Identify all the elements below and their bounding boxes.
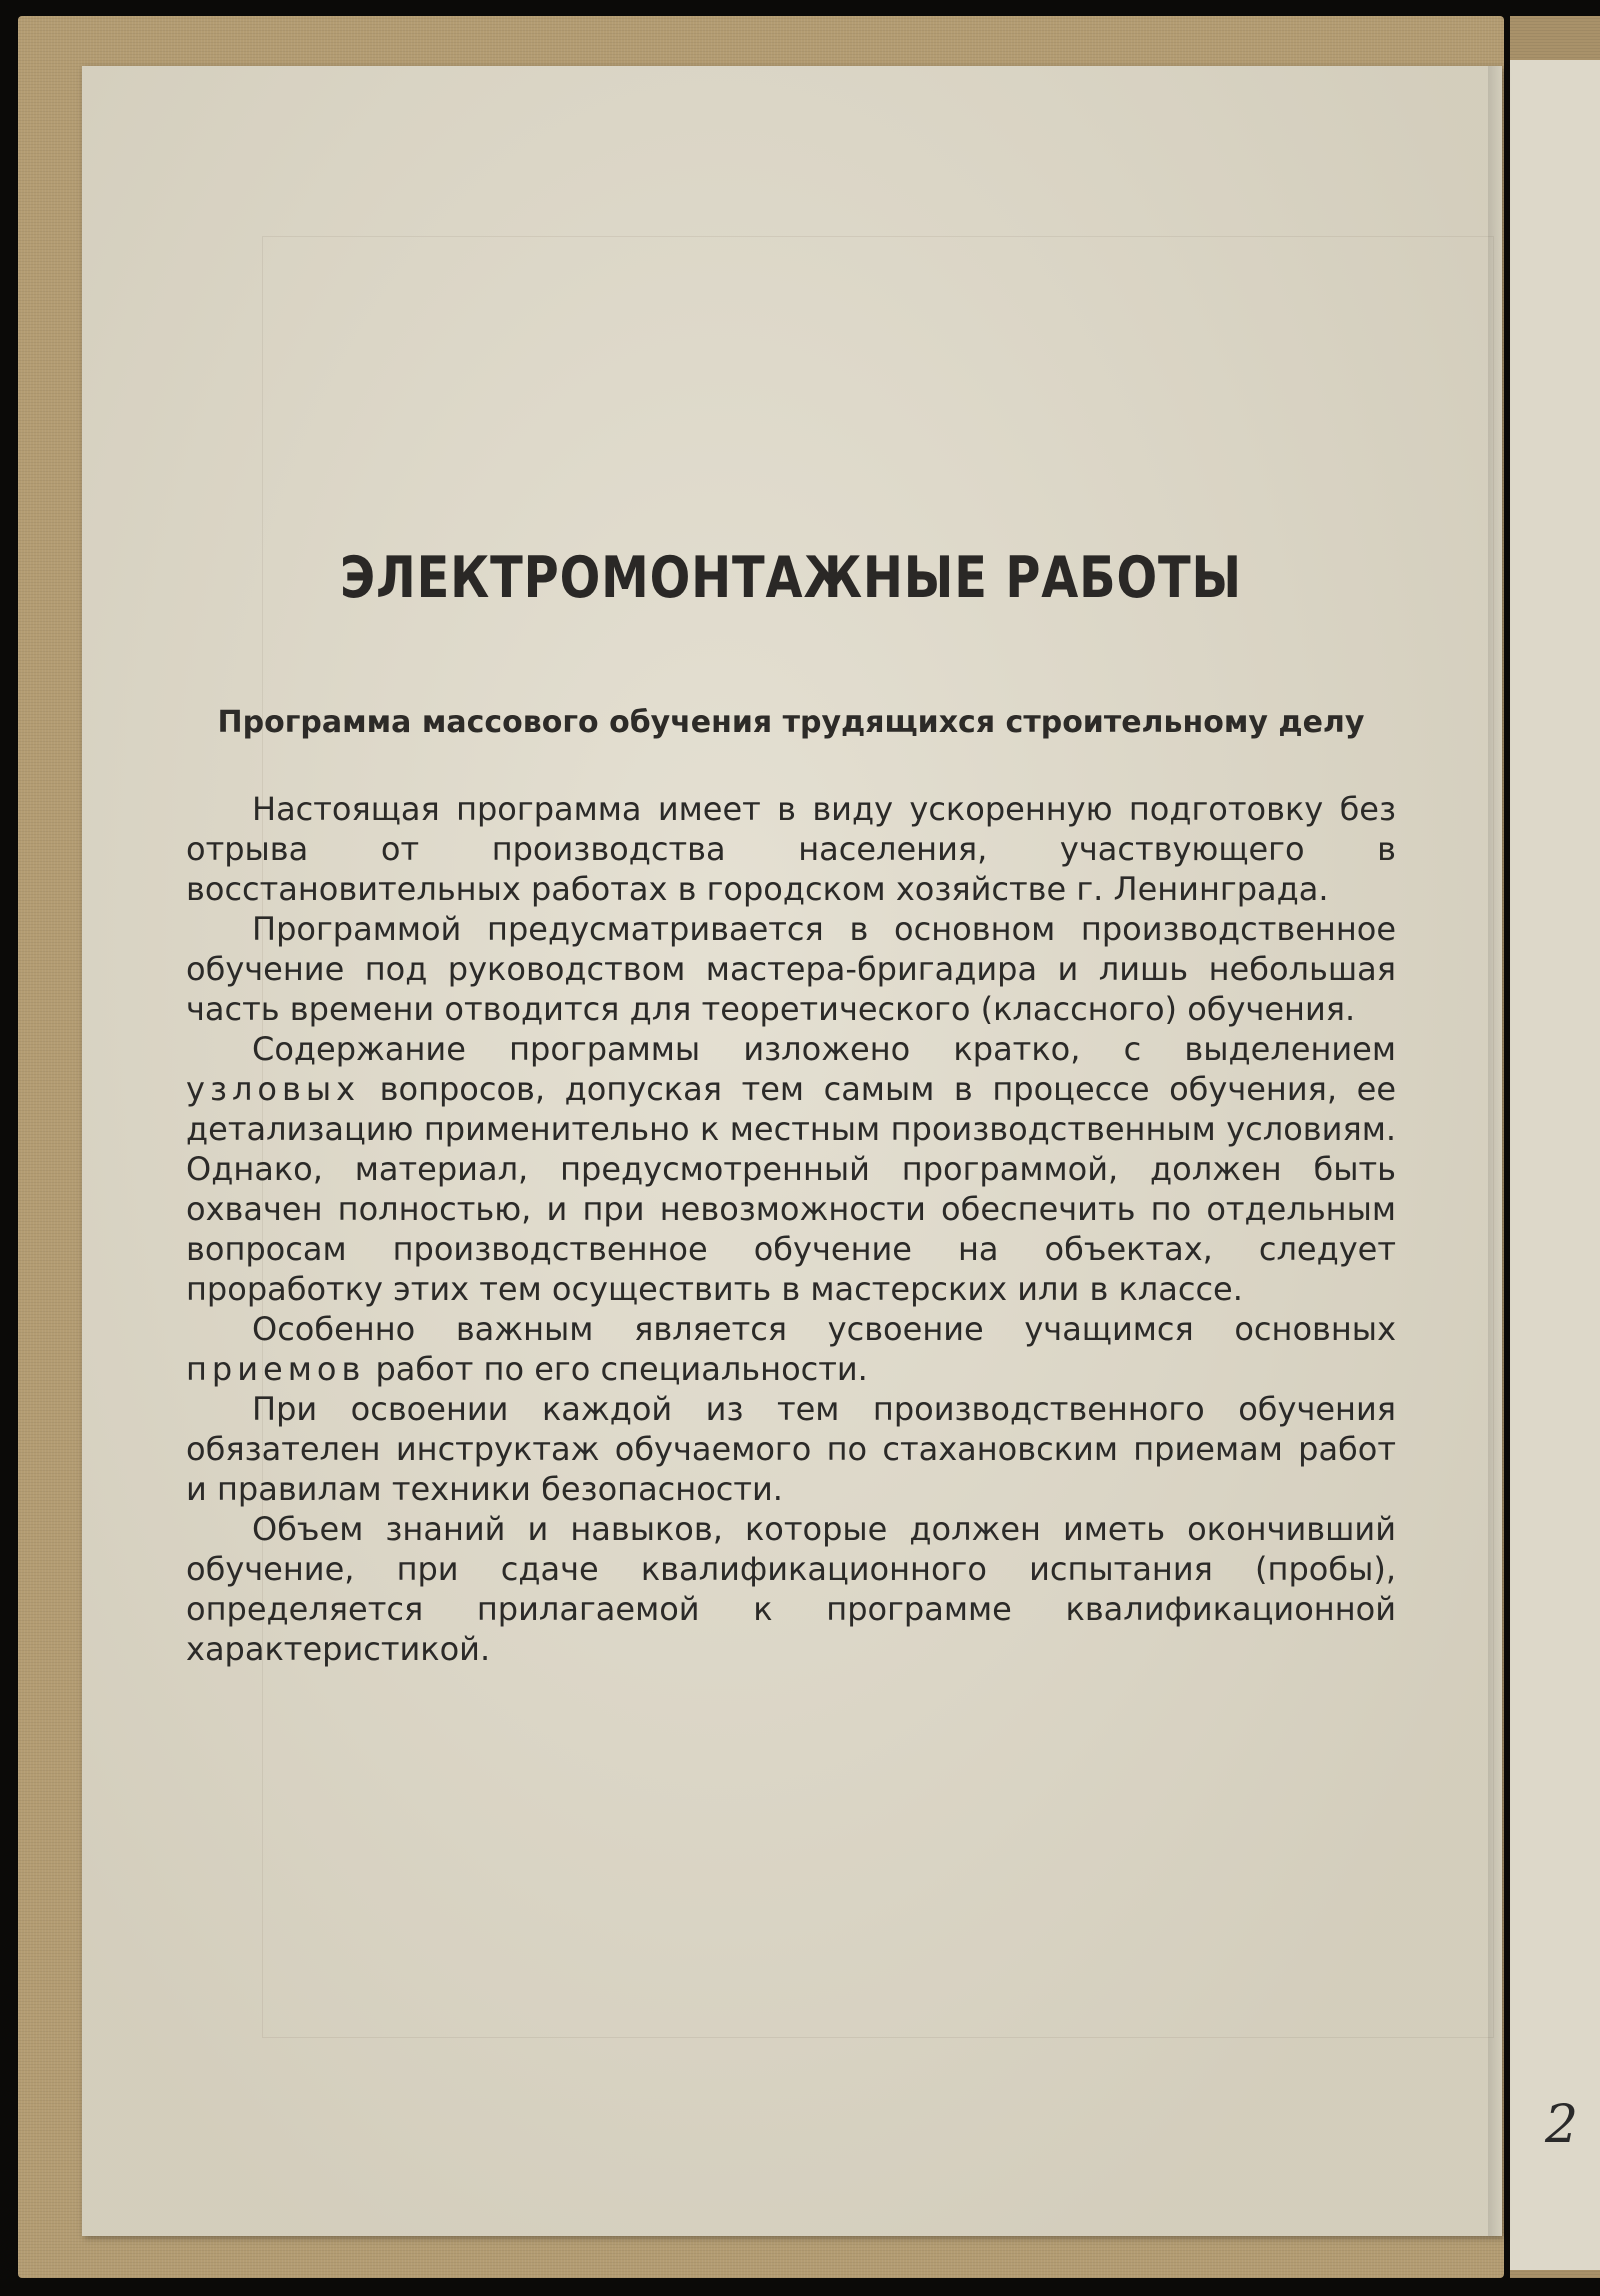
paragraph-1: Настоящая программа имеет в виду ускоренную подготовку без отрыва от производства населения, участвующего в восстановительных работах в городском хозяйстве г. Ленинграда.	[186, 789, 1396, 908]
paragraph-6: Объем знаний и навыков, которые должен иметь окончивший обучение, при сдаче квалификационного испытания (пробы), определяется прилагаемой к программе квалификационной характеристикой.	[186, 1509, 1396, 1668]
body-text	[186, 789, 1396, 1669]
adjacent-page	[1510, 60, 1600, 2270]
document-content	[186, 545, 1396, 1669]
paragraph-4	[186, 1309, 1396, 1389]
paragraph-3-start: Содержание программы изложено кратко, с выделением	[252, 1029, 1396, 1068]
document-title: ЭЛЕКТРОМОНТАЖНЫЕ РАБОТЫ	[340, 545, 1242, 611]
paragraph-4-start: Особенно важным является усвоение учащимся основных	[252, 1309, 1396, 1348]
paragraph-4-end: работ по его специальности.	[375, 1349, 868, 1388]
page-fold-shadow	[1488, 66, 1502, 2236]
paragraph-3	[186, 1029, 1396, 1309]
paragraph-3-emphasis: узловых	[186, 1069, 361, 1108]
handwritten-page-number: 2	[1545, 2095, 1579, 2155]
paragraph-4-emphasis: приемов	[186, 1349, 366, 1388]
paragraph-3-end: вопросов, допуская тем самым в процессе обучения, ее детализацию применительно к местным производственным условиям. Однако, материал, предусмотренный программой, должен быть охвачен полностью, и при невозможности обеспечить по отдельным вопросам производственное обучение на объектах, следует проработку этих тем осуществить в мастерских или в классе.	[186, 1069, 1397, 1308]
paragraph-2: Программой предусматривается в основном производственное обучение под руководством мастера-бригадира и лишь небольшая часть времени отводится для теоретического (классного) обучения.	[186, 909, 1396, 1028]
paragraph-5: При освоении каждой из тем производственного обучения обязателен инструктаж обучаемого по стахановским приемам работ и правилам техники безопасности.	[186, 1389, 1396, 1508]
document-subtitle: Программа массового обучения трудящихся строительному делу	[217, 705, 1365, 740]
